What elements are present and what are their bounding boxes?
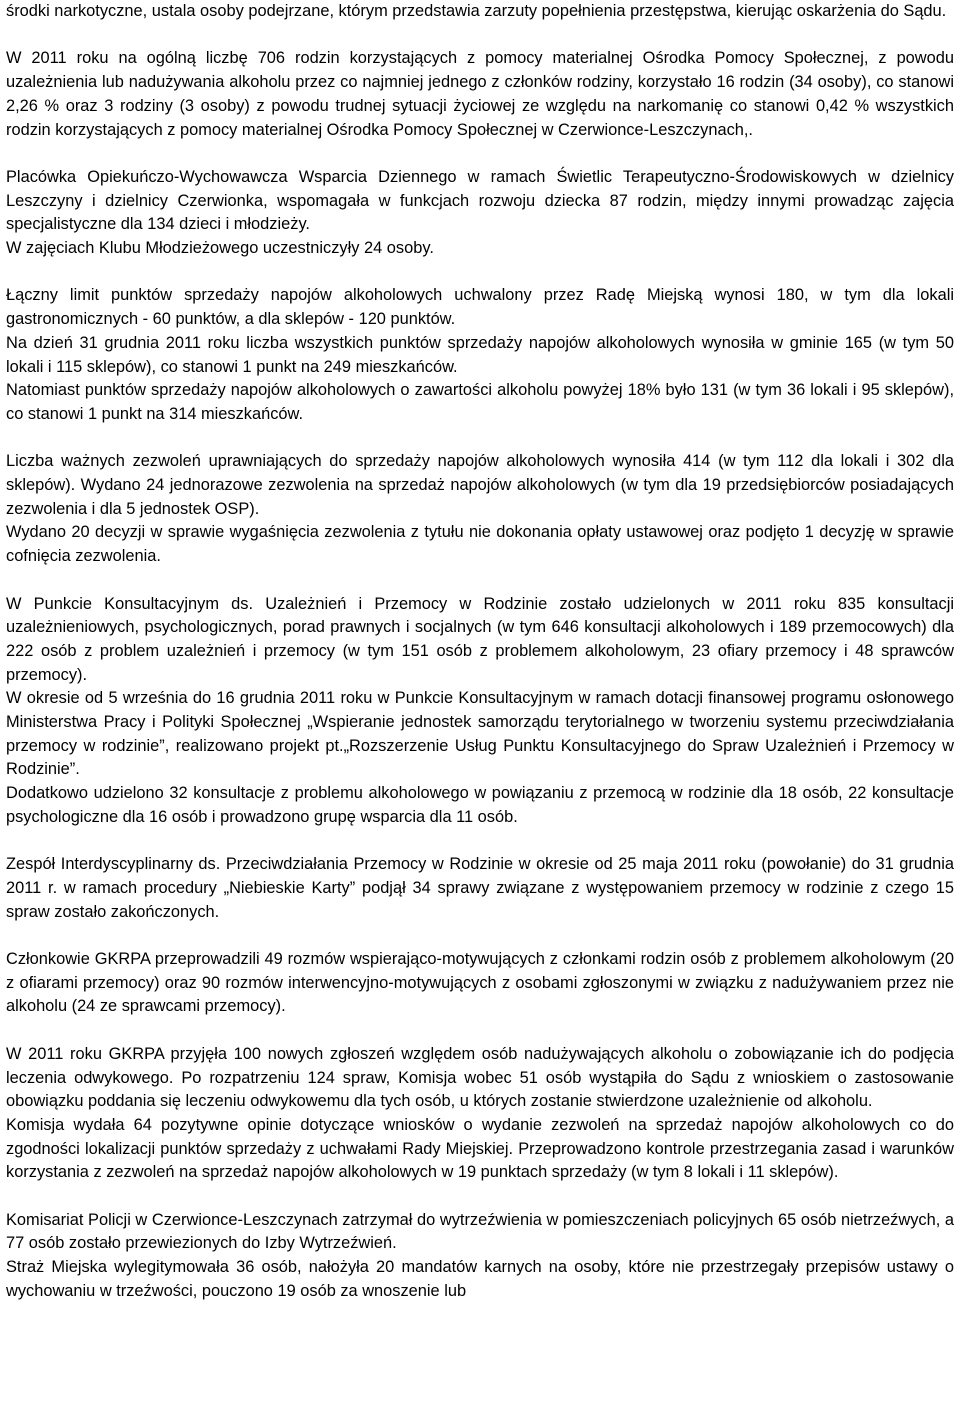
- section-consultation-point: [6, 593, 954, 830]
- section-interdisciplinary-team: [6, 853, 954, 924]
- paragraph: Straż Miejska wylegitymowała 36 osób, nałożyła 20 mandatów karnych na osoby, które nie przestrzegały przepisów ustawy o wychowaniu w trzeźwości, pouczono 19 osób za wnoszenie lub: [6, 1258, 954, 1300]
- paragraph: W 2011 roku GKRPA przyjęła 100 nowych zgłoszeń względem osób nadużywających alkoholu o zobowiązanie ich do podjęcia leczenia odwykowego. Po rozpatrzeniu 124 spraw, Komisja wobec 51 osób wystąpiła do Sądu z wnioskiem o zastosowanie obowiązku poddania się leczeniu odwykowemu dla tych osób, u których zostanie stwierdzone uzależnienie od alkoholu.: [6, 1044, 954, 1111]
- paragraph: Dodatkowo udzielono 32 konsultacje z problemu alkoholowego w powiązaniu z przemocą w rodzinie dla 18 osób, 22 konsultacje psychologiczne dla 16 osób i prowadzono grupę wsparcia dla 11 osób.: [6, 784, 954, 826]
- paragraph: Komisariat Policji w Czerwionce-Leszczynach zatrzymał do wytrzeźwienia w pomieszczeniach policyjnych 65 osób nietrzeźwych, a 77 osób zostało przewiezionych do Izby Wytrzeźwień.: [6, 1210, 954, 1253]
- paragraph: Komisja wydała 64 pozytywne opinie dotyczące wniosków o wydanie zezwoleń na sprzedaż napojów alkoholowych co do zgodności lokalizacji punktów sprzedaży z uchwałami Rady Miejskiej. Przeprowadzono kontrole przestrzegania zasad i warunków korzystania z zezwoleń na sprzedaż napojów alkoholowych w 19 punktach sprzedaży (w tym 8 lokali i 11 sklepów).: [6, 1115, 954, 1182]
- section-ops-families: [6, 47, 954, 142]
- section-permits: [6, 450, 954, 569]
- section-gkrpa-cases: [6, 1043, 954, 1185]
- paragraph: Placówka Opiekuńczo-Wychowawcza Wsparcia Dziennego w ramach Świetlic Terapeutyczno-Środowiskowych w dzielnicy Leszczyny i dzielnicy Czerwionka, wspomagała w funkcjach rozwoju dziecka 87 rodzin, między innymi prowadząc zajęcia specjalistyczne dla 134 dzieci i młodzieży.: [6, 167, 954, 234]
- paragraph: Natomiast punktów sprzedaży napojów alkoholowych o zawartości alkoholu powyżej 18% było 131 (w tym 36 lokali i 95 sklepów), co stanowi 1 punkt na 314 mieszkańców.: [6, 381, 954, 423]
- paragraph: W zajęciach Klubu Młodzieżowego uczestniczyły 24 osoby.: [6, 239, 434, 257]
- paragraph: W Punkcie Konsultacyjnym ds. Uzależnień i Przemocy w Rodzinie zostało udzielonych w 2011 roku 835 konsultacji uzależnieniowych, psychologicznych, porad prawnych i socjalnych (w tym 646 konsultacji alkoholowych i 189 przemocowych) dla 222 osób z problem uzależnień i przemocy (w tym 151 osób z problemem alkoholowym, 23 ofiary przemocy i 48 sprawców przemocy).: [6, 594, 954, 684]
- paragraph: środki narkotyczne, ustala osoby podejrzane, którym przedstawia zarzuty popełnienia przestępstwa, kierując oskarżenia do Sądu.: [6, 2, 947, 20]
- paragraph: Zespół Interdyscyplinarny ds. Przeciwdziałania Przemocy w Rodzinie w okresie od 25 maja 2011 roku (powołanie) do 31 grudnia 2011 r. w ramach procedury „Niebieskie Karty” podjął 34 sprawy związane z występowaniem przemocy w rodzinie z czego 15 spraw zostało zakończonych.: [6, 855, 954, 921]
- section-sale-points: [6, 284, 954, 426]
- section-intro: [6, 0, 954, 24]
- paragraph: W 2011 roku na ogólną liczbę 706 rodzin korzystających z pomocy materialnej Ośrodka Pomocy Społecznej, z powodu uzależnienia lub nadużywania alkoholu przez co najmniej jednego z członków rodziny, korzystało 16 rodzin (34 osoby), co stanowi 2,26 % oraz 3 rodziny (3 osoby) z powodu trudnej sytuacji życiowej ze względu na narkomanię co stanowi 0,42 % wszystkich rodzin korzystających z pomocy materialnej Ośrodka Pomocy Społecznej w Czerwionce-Leszczynach,.: [6, 49, 954, 139]
- paragraph: W okresie od 5 września do 16 grudnia 2011 roku w Punkcie Konsultacyjnym w ramach dotacji finansowej programu osłonowego Ministerstwa Pracy i Polityki Społecznej „Wspieranie jednostek samorządu terytorialnego w tworzeniu systemu przeciwdziałania przemocy w rodzinie”, realizowano projekt pt.„Rozszerzenie Usług Punktu Konsultacyjnego do Spraw Uzależnień i Przemocy w Rodzinie”.: [6, 689, 954, 779]
- paragraph: Łączny limit punktów sprzedaży napojów alkoholowych uchwalony przez Radę Miejską wynosi 180, w tym dla lokali gastronomicznych - 60 punktów, a dla sklepów - 120 punktów.: [6, 286, 954, 329]
- paragraph: Na dzień 31 grudnia 2011 roku liczba wszystkich punktów sprzedaży napojów alkoholowych wynosiła w gminie 165 (w tym 50 lokali i 115 sklepów), co stanowi 1 punkt na 249 mieszkańców.: [6, 333, 954, 376]
- section-day-care: [6, 166, 954, 261]
- section-gkrpa-conversations: [6, 948, 954, 1019]
- paragraph: Członkowie GKRPA przeprowadzili 49 rozmów wspierająco-motywujących z członkami rodzin osób z problemem alkoholowym (20 z ofiarami przemocy) oraz 90 rozmów interwencyjno-motywujących z osobami zgłoszonymi w związku z nadużywaniem przez nie alkoholu (24 ze sprawcami przemocy).: [6, 950, 954, 1016]
- section-police: [6, 1209, 954, 1304]
- paragraph: Wydano 20 decyzji w sprawie wygaśnięcia zezwolenia z tytułu nie dokonania opłaty ustawowej oraz podjęto 1 decyzję w sprawie cofnięcia zezwolenia.: [6, 523, 954, 566]
- paragraph: Liczba ważnych zezwoleń uprawniających do sprzedaży napojów alkoholowych wynosiła 414 (w tym 112 dla lokali i 302 dla sklepów). Wydano 24 jednorazowe zezwolenia na sprzedaż napojów alkoholowych (w tym dla 19 przedsiębiorców posiadających zezwolenia i dla 5 jednostek OSP).: [6, 452, 954, 518]
